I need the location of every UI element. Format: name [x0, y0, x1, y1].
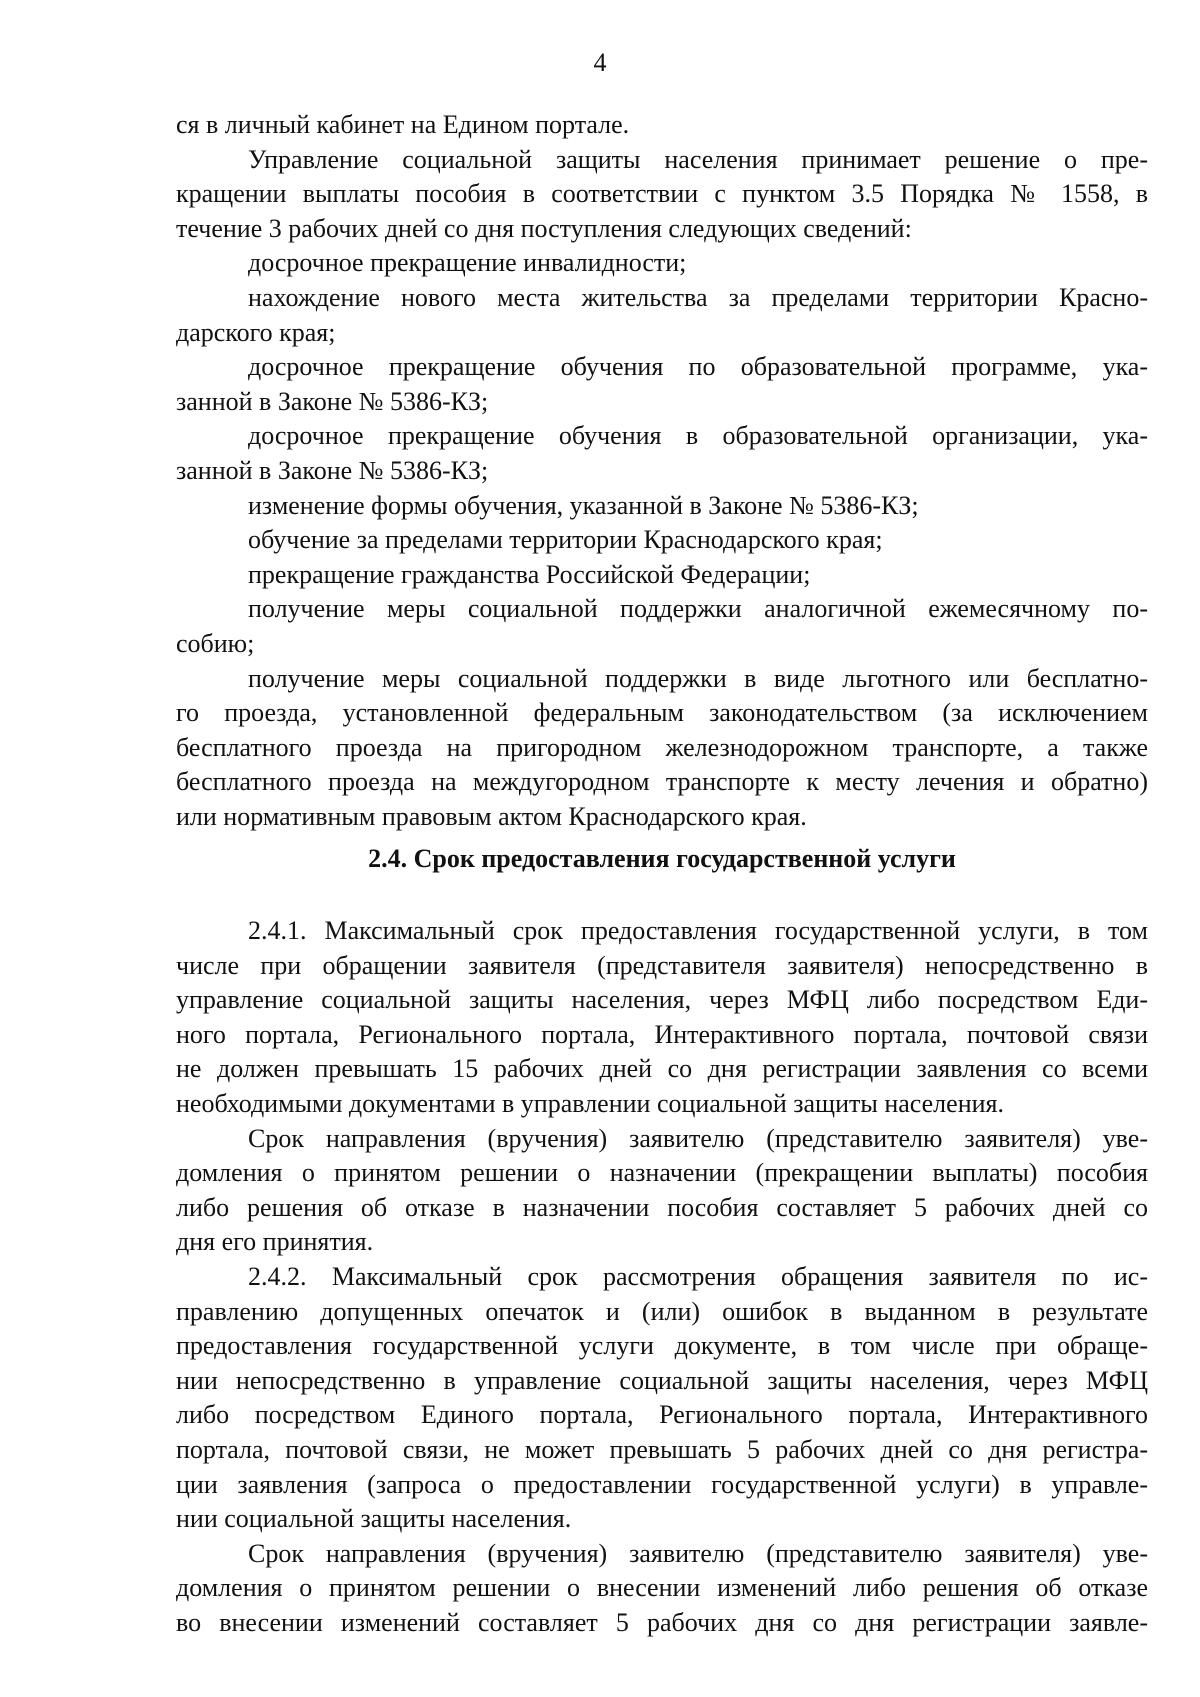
text-line: ного портала, Регионального портала, Интерактивного портала, почтовой связи [176, 1019, 1148, 1049]
text-line: 2.4.1. Максимальный срок предоставления государственной услуги, в том [248, 916, 1148, 945]
text-line: получение меры социальной поддержки в виде льготного или бесплатно- [248, 663, 1148, 693]
text-line: или нормативным правовым актом Краснодарского края. [176, 801, 807, 831]
text-line: дарского края; [176, 317, 336, 347]
text-line: бесплатного проезда на пригородном железнодорожном транспорте, а также [176, 732, 1148, 762]
text-line: числе при обращении заявителя (представителя заявителя) непосредственно в [176, 950, 1148, 980]
text-line: кращении выплаты пособия в соответствии с пунктом 3.5 Порядка № 1558, в [176, 179, 1148, 209]
text-line: получение меры социальной поддержки аналогичной ежемесячному по- [248, 594, 1148, 624]
text-line: изменение формы обучения, указанной в Законе № 5386-КЗ; [248, 490, 919, 520]
text-line: досрочное прекращение обучения по образовательной программе, ука- [248, 352, 1148, 382]
text-line: ся в личный кабинет на Едином портале. [176, 110, 630, 139]
text-line: го проезда, установленной федеральным законодательством (за исключением [176, 698, 1148, 728]
text-line: обучение за пределами территории Краснодарского края; [248, 525, 883, 555]
body-text-block-2 [176, 914, 1148, 1640]
text-line: нии социальной защиты населения. [176, 1504, 572, 1534]
text-line: предоставления государственной услуги документе, в том числе при обраще- [176, 1331, 1148, 1361]
text-line: ции заявления (запроса о предоставлении государственной услуги) в управле- [176, 1469, 1148, 1499]
text-line: не должен превышать 15 рабочих дней со дня регистрации заявления со всеми [176, 1054, 1148, 1084]
text-line: во внесении изменений составляет 5 рабочих дня со дня регистрации заявле- [176, 1607, 1148, 1637]
text-line: течение 3 рабочих дней со дня поступления следующих сведений: [176, 213, 912, 243]
text-line: дня его принятия. [176, 1227, 374, 1257]
text-line: Управление социальной защиты населения принимает решение о пре- [248, 144, 1148, 174]
text-line: досрочное прекращение инвалидности; [248, 248, 687, 278]
text-line: досрочное прекращение обучения в образовательной организации, ука- [248, 421, 1148, 451]
body-text-block-1 [176, 108, 1148, 834]
section-heading: 2.4. Срок предоставления государственной услуги [368, 844, 956, 873]
text-line: домления о принятом решении о назначении (прекращении выплаты) пособия [176, 1158, 1148, 1188]
text-line: прекращение гражданства Российской Федерации; [248, 559, 811, 589]
text-line: правлению допущенных опечаток и (или) ошибок в выданном в результате [176, 1296, 1148, 1326]
text-line: Срок направления (вручения) заявителю (представителю заявителя) уве- [248, 1538, 1148, 1568]
text-line: 2.4.2. Максимальный срок рассмотрения обращения заявителя по ис- [248, 1261, 1148, 1291]
text-line: управление социальной защиты населения, через МФЦ либо посредством Еди- [176, 985, 1148, 1015]
text-line: занной в Законе № 5386-КЗ; [176, 386, 489, 416]
text-line: бесплатного проезда на междугородном транспорте к месту лечения и обратно) [176, 767, 1148, 797]
text-line: занной в Законе № 5386-КЗ; [176, 455, 489, 485]
text-line: нахождение нового места жительства за пределами территории Красно- [248, 282, 1148, 312]
text-line: необходимыми документами в управлении социальной защиты населения. [176, 1088, 1004, 1118]
text-line: домления о принятом решении о внесении изменений либо решения об отказе [176, 1573, 1148, 1603]
text-line: нии непосредственно в управление социальной защиты населения, через МФЦ [176, 1365, 1148, 1395]
text-line: собию; [176, 628, 255, 658]
text-line: либо решения об отказе в назначении пособия составляет 5 рабочих дней со [176, 1192, 1148, 1222]
text-line: либо посредством Единого портала, Регионального портала, Интерактивного [176, 1400, 1148, 1430]
page-number: 4 [593, 48, 607, 77]
text-line: портала, почтовой связи, не может превышать 5 рабочих дней со дня регистра- [176, 1434, 1148, 1464]
text-line: Срок направления (вручения) заявителю (представителю заявителя) уве- [248, 1123, 1148, 1153]
